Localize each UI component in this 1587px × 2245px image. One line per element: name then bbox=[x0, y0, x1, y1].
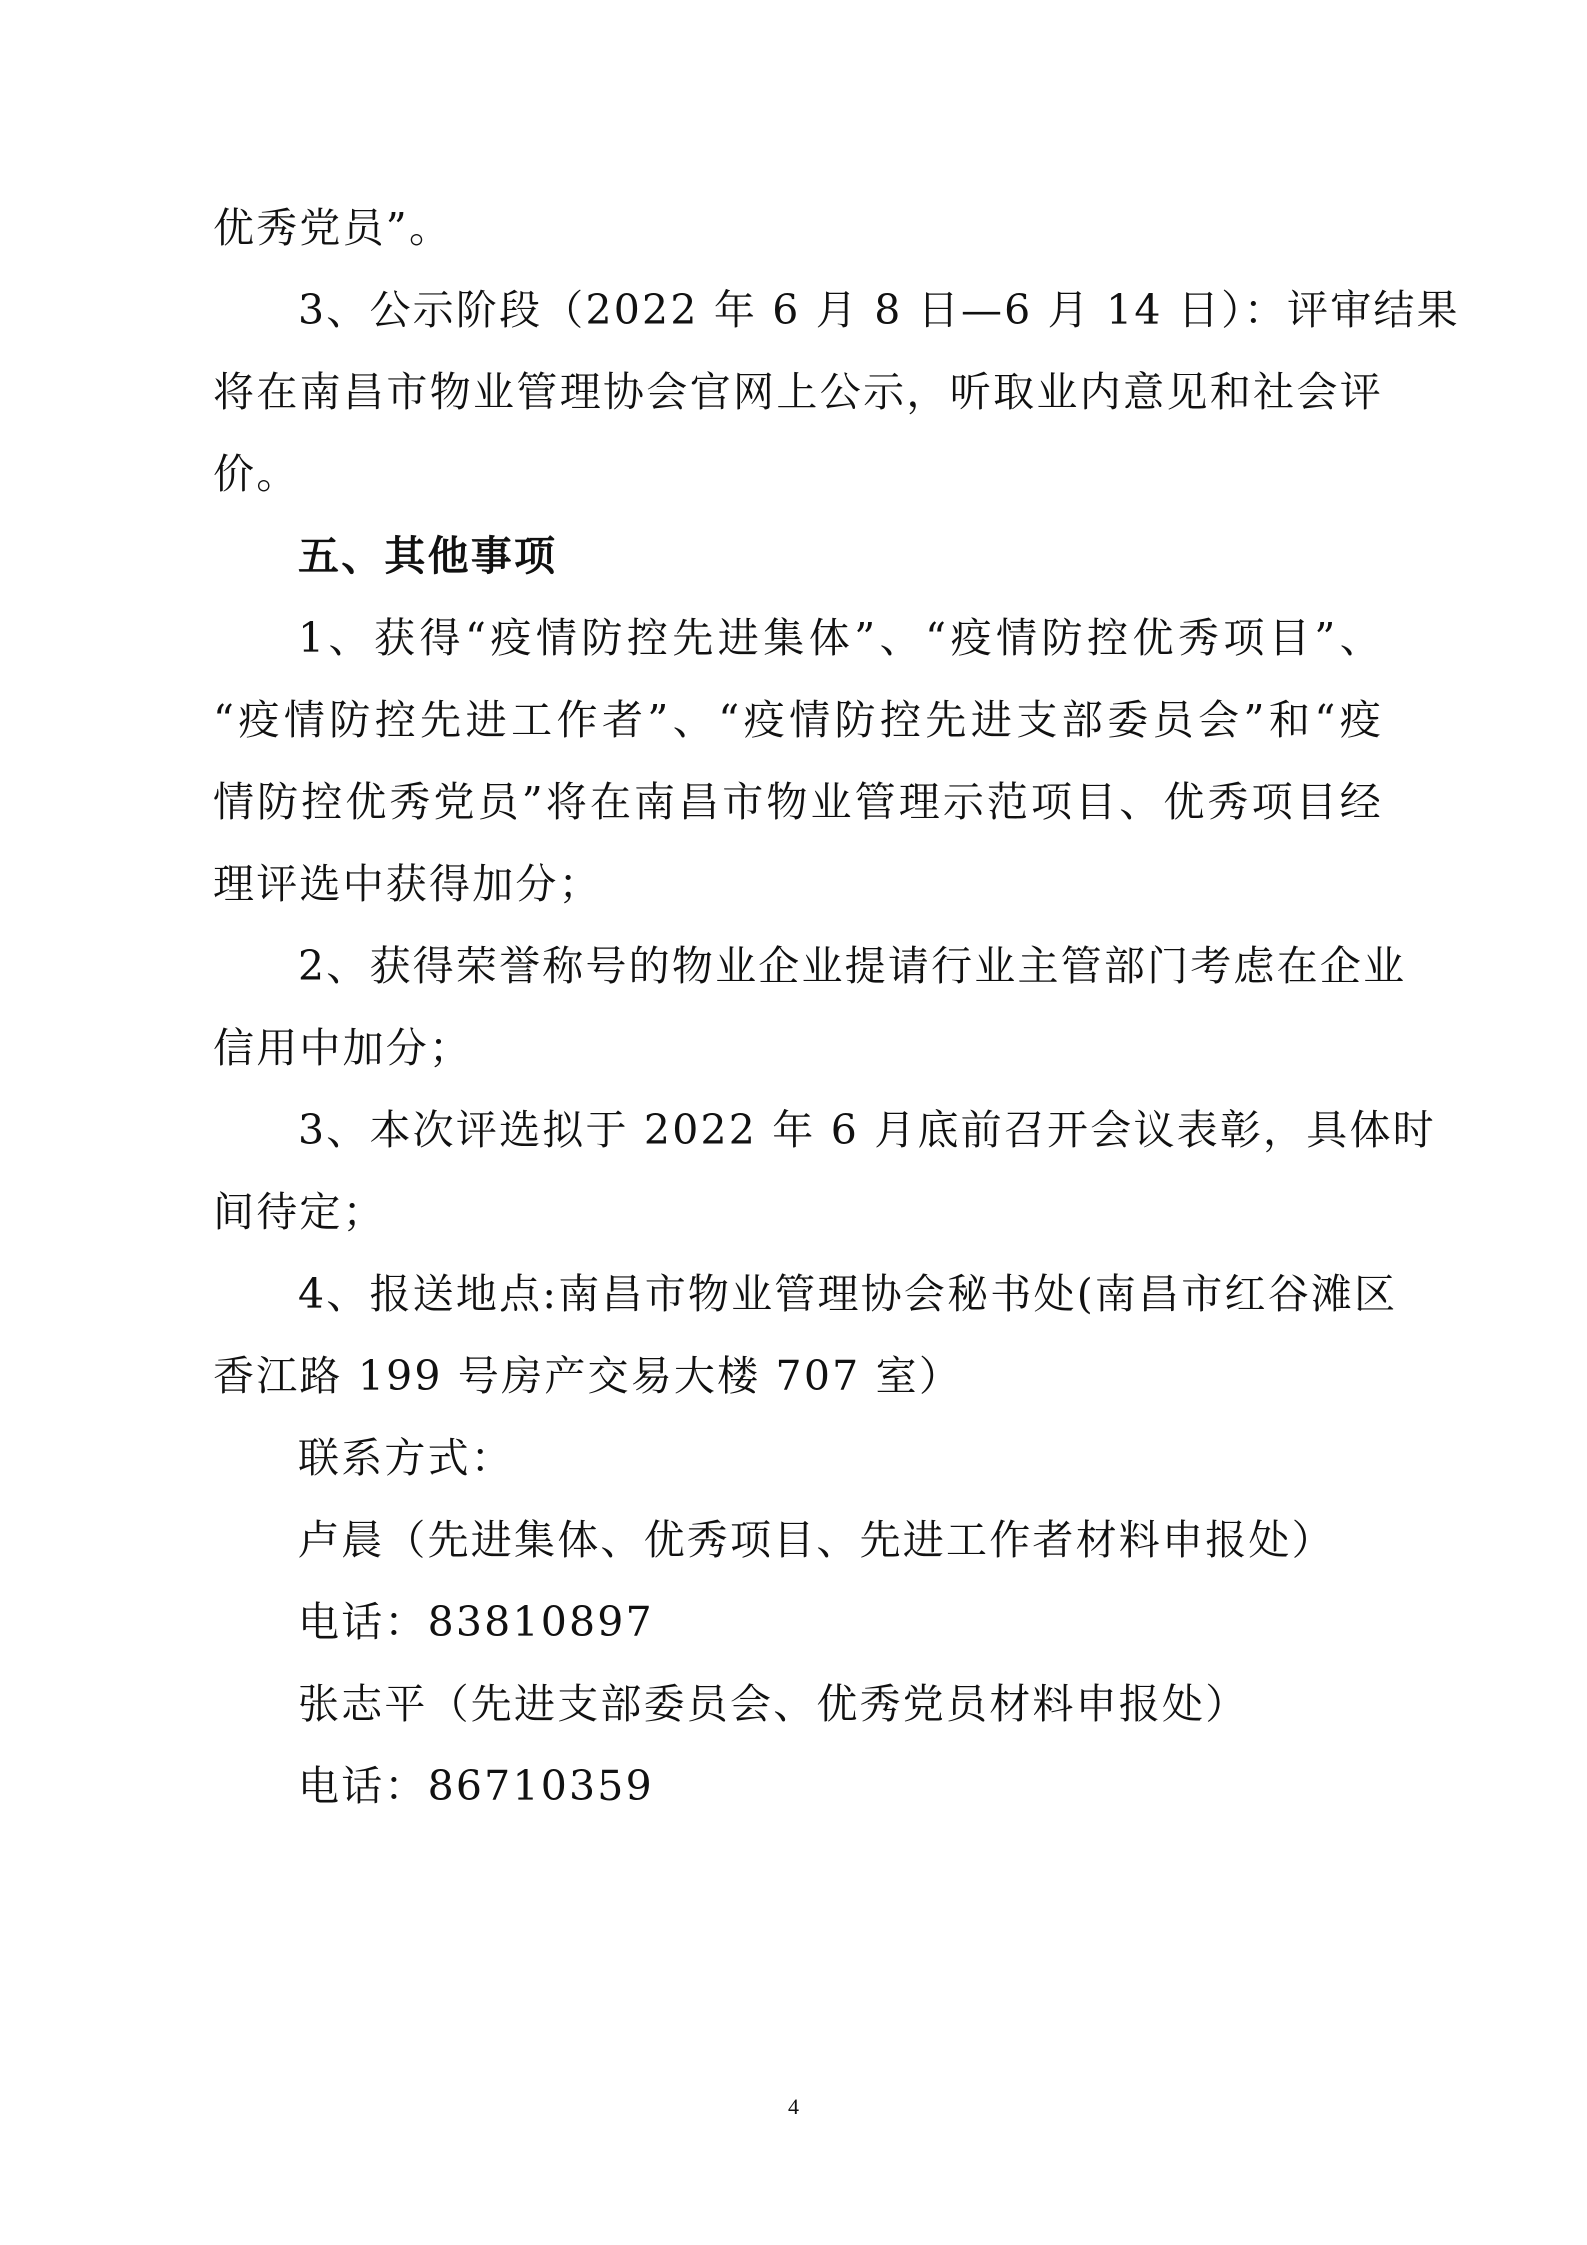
text-line-9: 理评选中获得加分； bbox=[213, 860, 602, 908]
contact-name-2: 张志平（先进支部委员会、优秀党员材料申报处） bbox=[298, 1680, 1249, 1728]
text-line-8: 情防控优秀党员”将在南昌市物业管理示范项目、优秀项目经 bbox=[213, 778, 1383, 826]
text-line-6: 1、获得“疫情防控先进集体”、“疫情防控优秀项目”、 bbox=[298, 614, 1383, 662]
text-line-15: 香江路 199 号房产交易大楼 707 室） bbox=[213, 1352, 963, 1400]
contact-phone-2: 电话：86710359 bbox=[298, 1762, 654, 1810]
text-line-13: 间待定； bbox=[213, 1188, 386, 1236]
text-line-10: 2、获得荣誉称号的物业企业提请行业主管部门考虑在企业 bbox=[298, 942, 1407, 990]
text-line-7: “疫情防控先进工作者”、“疫情防控先进支部委员会”和“疫 bbox=[213, 696, 1383, 744]
page-number: 4 bbox=[788, 2094, 799, 2119]
contact-phone-1: 电话：83810897 bbox=[298, 1598, 654, 1646]
text-line-4: 价。 bbox=[213, 450, 300, 498]
text-line-3: 将在南昌市物业管理协会官网上公示，听取业内意见和社会评 bbox=[213, 368, 1383, 416]
text-line-12: 3、本次评选拟于 2022 年 6 月底前召开会议表彰，具体时 bbox=[298, 1106, 1436, 1154]
contact-heading: 联系方式： bbox=[298, 1434, 514, 1482]
text-line-2: 3、公示阶段（2022 年 6 月 8 日—6 月 14 日）：评审结果 bbox=[298, 286, 1460, 334]
contact-name-1: 卢晨（先进集体、优秀项目、先进工作者材料申报处） bbox=[298, 1516, 1335, 1564]
text-line-1: 优秀党员”。 bbox=[213, 204, 453, 252]
text-line-14: 4、报送地点:南昌市物业管理协会秘书处(南昌市红谷滩区 bbox=[298, 1270, 1398, 1318]
section-heading: 五、其他事项 bbox=[298, 532, 558, 580]
text-line-11: 信用中加分； bbox=[213, 1024, 473, 1072]
